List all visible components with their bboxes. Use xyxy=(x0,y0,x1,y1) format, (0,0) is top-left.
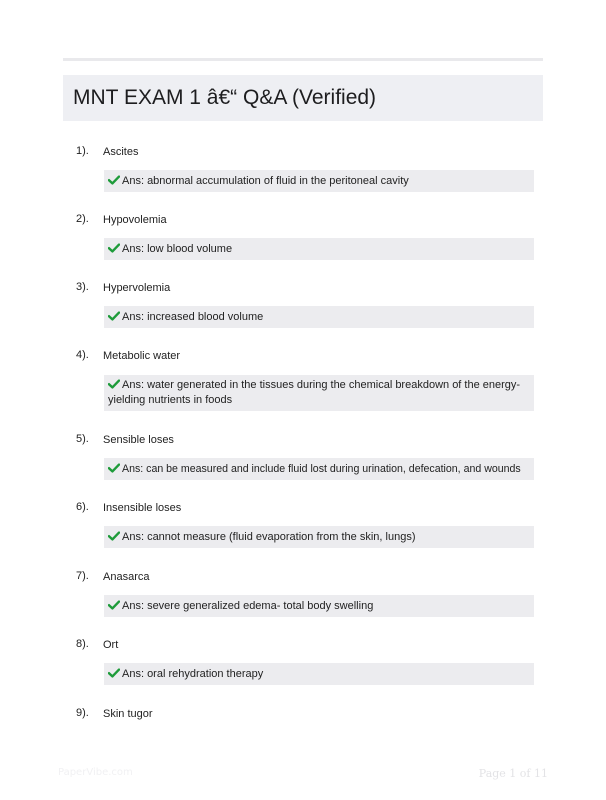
title-banner xyxy=(63,75,543,121)
answer-text: Ans: water generated in the tissues during the chemical breakdown of the energy-yielding nutrients in foods xyxy=(108,379,521,406)
question-number: 1). xyxy=(76,145,89,157)
question-text: Ascites xyxy=(103,146,139,158)
check-icon xyxy=(108,311,120,321)
question-text: Metabolic water xyxy=(103,350,181,362)
question-number: 8). xyxy=(76,638,89,650)
question-text: Hypovolemia xyxy=(103,214,167,226)
question-text: Ort xyxy=(103,639,119,651)
answer-text: Ans: oral rehydration therapy xyxy=(122,668,264,680)
answer-box xyxy=(104,375,534,411)
question-text: Hypervolemia xyxy=(103,282,171,294)
answer-text: Ans: abnormal accumulation of fluid in the peritoneal cavity xyxy=(122,175,409,187)
question-number: 6). xyxy=(76,501,89,513)
answer-text: Ans: severe generalized edema- total body swelling xyxy=(122,600,374,612)
answer-box xyxy=(104,526,534,548)
question-number: 7). xyxy=(76,570,89,582)
page-title: MNT EXAM 1 â€“ Q&A (Verified) xyxy=(73,86,377,109)
answer-box xyxy=(104,663,534,685)
check-icon xyxy=(108,379,120,389)
check-icon xyxy=(108,600,120,610)
question-text: Anasarca xyxy=(103,571,150,583)
check-icon xyxy=(108,463,120,473)
answer-box xyxy=(104,170,534,192)
question-number: 2). xyxy=(76,213,89,225)
question-number: 5). xyxy=(76,433,89,445)
check-icon xyxy=(108,668,120,678)
question-text: Skin tugor xyxy=(103,708,153,720)
footer-watermark: PaperVibe.com xyxy=(58,767,133,778)
page-number: Page 1 of 11 xyxy=(478,767,548,780)
answer-box xyxy=(104,595,534,617)
check-icon xyxy=(108,175,120,185)
answer-box xyxy=(104,458,534,480)
answer-text: Ans: can be measured and include fluid lost during urination, defecation, and wounds xyxy=(122,463,521,475)
answer-text: Ans: low blood volume xyxy=(122,243,233,255)
question-text: Insensible loses xyxy=(103,502,182,514)
question-number: 3). xyxy=(76,281,89,293)
top-divider xyxy=(63,58,543,61)
answer-text: Ans: cannot measure (fluid evaporation from the skin, lungs) xyxy=(122,531,416,543)
question-number: 9). xyxy=(76,707,89,719)
check-icon xyxy=(108,243,120,253)
answer-box xyxy=(104,306,534,328)
answer-box xyxy=(104,238,534,260)
question-text: Sensible loses xyxy=(103,434,174,446)
answer-text: Ans: increased blood volume xyxy=(122,311,264,323)
check-icon xyxy=(108,531,120,541)
question-number: 4). xyxy=(76,349,89,361)
